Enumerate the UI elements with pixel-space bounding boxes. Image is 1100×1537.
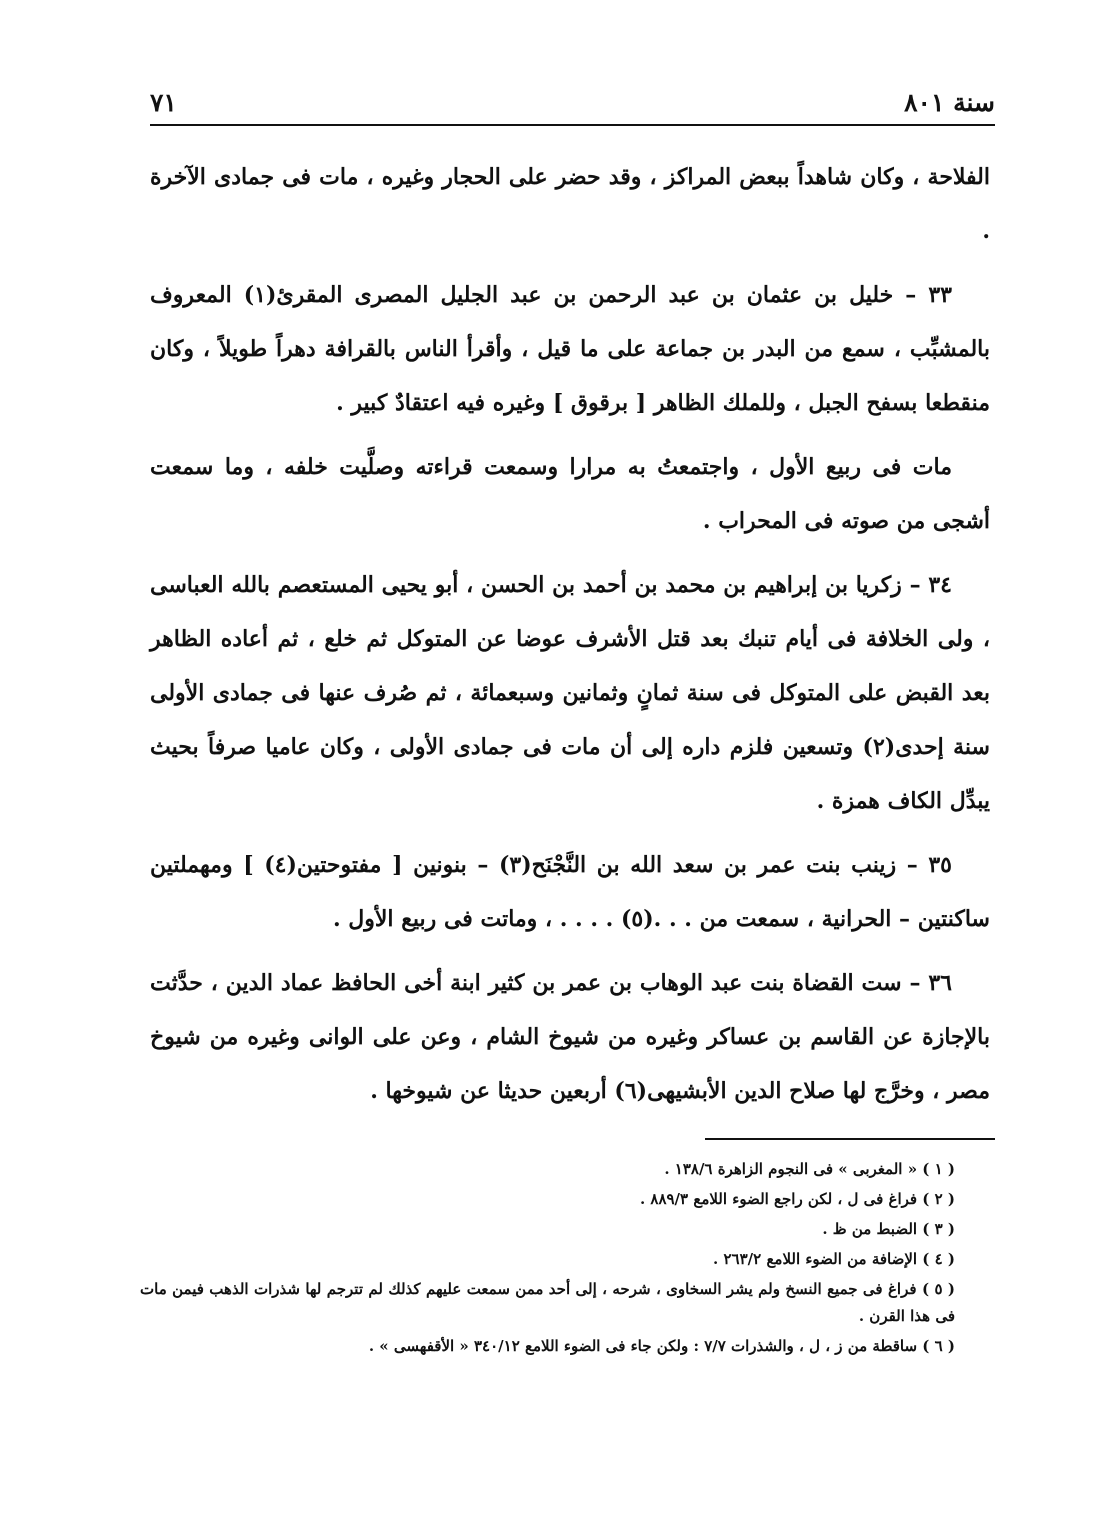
paragraph-continuation: الفلاحة ، وكان شاهداً ببعض المراكز ، وقد حضر على الحجار وغيره ، مات فى جمادى الآخرة . [150,164,990,244]
footnote-4: ( ٤ ) الإضافة من الضوء اللامع ٢٦٣/٢ . [713,1250,955,1268]
entry-35-zaynab: ٣٥ – زينب بنت عمر بن سعد الله بن النَّجْنَح(٣) – بنونين [ مفتوحتين(٤) ] ومهملتين ساكنتين – الحرانية ، سمعت من . . .(٥) . . . . ، وماتت فى ربيع الأول . [150,852,990,932]
footnote-1: ( ١ ) « المغربى » فى النجوم الزاهرة ١٣٨/٦ . [664,1160,955,1178]
running-head-year: سنة ٨٠١ [904,88,995,117]
entry-34-zakariya: ٣٤ – زكريا بن إبراهيم بن محمد بن أحمد بن الحسن ، أبو يحيى المستعصم بالله العباسى ، ولى الخلافة فى أيام تنبك بعد قتل الأشرف عوضا عن المتوكل ثم خلع ، ثم أعاده الظاهر بعد القبض على المتوكل فى سنة ثمانٍ وثمانين وسبعمائة ، ثم صُرف عنها فى جمادى الأولى سنة إحدى(٢) وتسعين فلزم داره إلى أن مات فى جمادى الأولى ، وكان عاميا صرفاً بحيث يبدِّل الكاف همزة . [150,572,990,814]
footnote-5: ( ٥ ) فراغ فى جميع النسخ ولم يشر السخاوى ، شرحه ، إلى أحد ممن سمعت عليهم كذلك لم تترجم لها شذرات الذهب فيمن مات فى هذا القرن . [140,1280,955,1325]
entry-36-sitt-al-qudat: ٣٦ – ست القضاة بنت عبد الوهاب بن عمر بن كثير ابنة أخى الحافظ عماد الدين ، حدَّثت بالإجازة عن القاسم بن عساكر وغيره من شيوخ الشام ، وعن على الوانى وغيره من شيوخ مصر ، وخرَّج لها صلاح الدين الأبشيهى(٦) أربعين حديثا عن شيوخها . [150,970,990,1104]
entry-33-khalil: ٣٣ – خليل بن عثمان بن عبد الرحمن بن عبد الجليل المصرى المقرئ(١) المعروف بالمشبِّب ، سمع من البدر بن جماعة على ما قيل ، وأقرأ الناس بالقرافة دهراً طويلاً ، وكان منقطعا بسفح الجبل ، وللملك الظاهر [ برقوق ] وغيره فيه اعتقادٌ كبير . [150,282,990,416]
footnote-separator [705,1138,995,1140]
entry-33-death-note: مات فى ربيع الأول ، واجتمعتُ به مرارا وسمعت قراءته وصلَّيت خلفه ، وما سمعت أشجى من صوته فى المحراب . [150,454,990,534]
footnote-2: ( ٢ ) فراغ فى ل ، لكن راجع الضوء اللامع ٨٨٩/٣ . [639,1190,955,1208]
footnote-6: ( ٦ ) ساقطة من ز ، ل ، والشذرات ٧/٧ : ولكن جاء فى الضوء اللامع ٣٤٠/١٢ « الأقفهسى » . [368,1337,955,1355]
body-text [150,150,990,1128]
footnote-3: ( ٣ ) الضبط من ظ . [822,1220,955,1238]
page-number: ٧١ [150,88,177,117]
header-rule [150,124,995,126]
page-header [150,86,995,120]
footnotes [140,1156,955,1363]
